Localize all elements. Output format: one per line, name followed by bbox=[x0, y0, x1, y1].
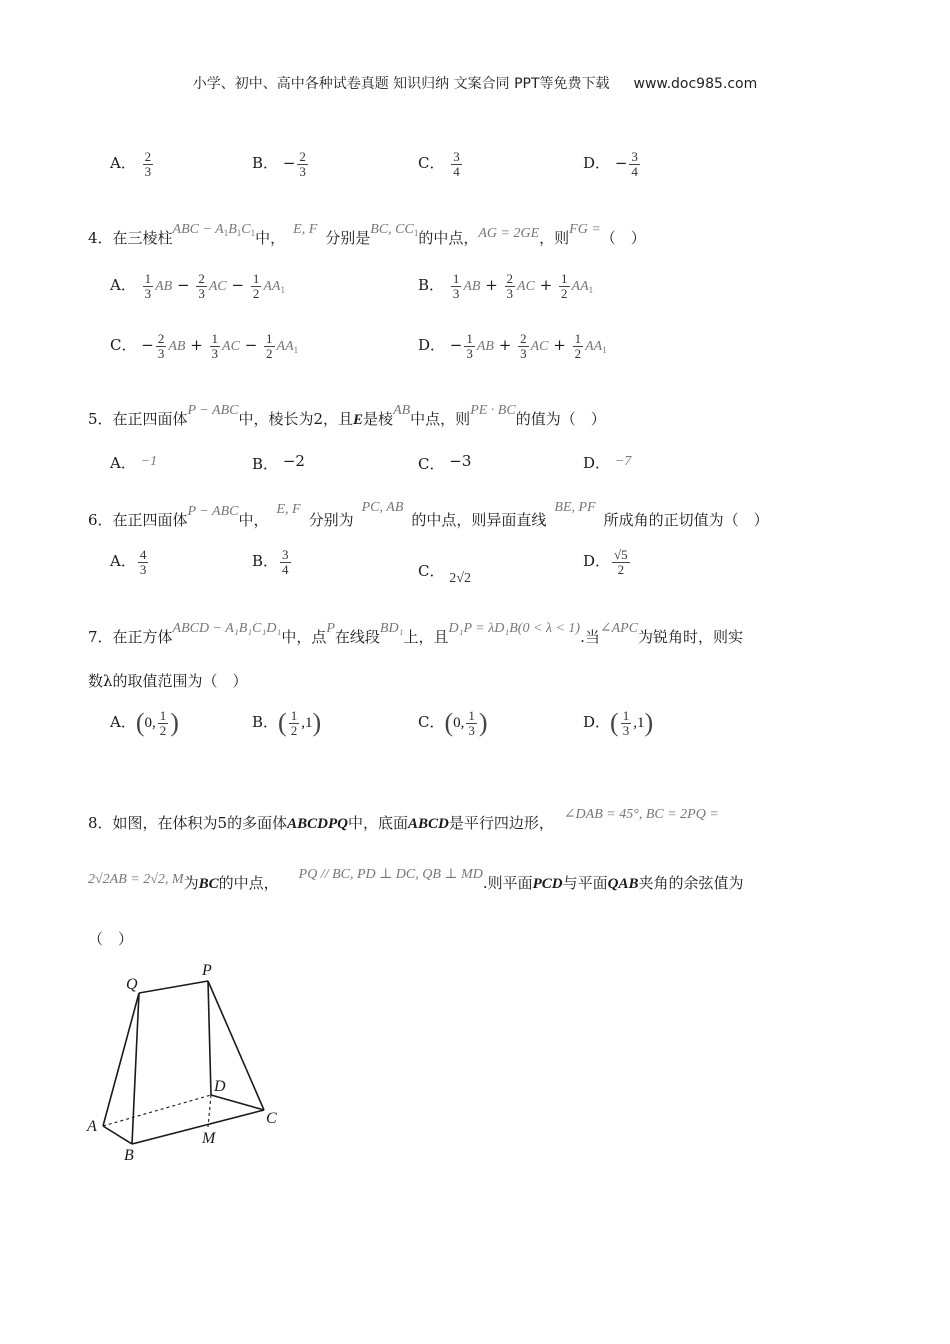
option-label: A． bbox=[110, 713, 136, 731]
math: P bbox=[326, 621, 335, 636]
header-text: 小学、初中、高中各种试卷真题 知识归纳 文案合同 PPT等免费下载 bbox=[192, 76, 610, 92]
numerator: 2 bbox=[299, 149, 306, 164]
q7-option-a[interactable]: A．(0, $\frac{1}{2}$ ) bbox=[110, 707, 179, 738]
math: FG = bbox=[569, 222, 601, 237]
numerator: √5 bbox=[614, 547, 628, 562]
option-label: C． bbox=[418, 154, 445, 173]
math: ABC − $A_1B_1C_1$ bbox=[172, 222, 256, 238]
label-q: Q bbox=[126, 976, 138, 993]
denominator: 3 bbox=[139, 561, 147, 577]
text: 中， bbox=[238, 511, 269, 529]
option-value: −2 bbox=[282, 452, 305, 470]
math: BC, $CC_1$ bbox=[370, 222, 419, 238]
text: 6．在正四面体 bbox=[88, 511, 188, 529]
question-8-line2 bbox=[88, 866, 744, 893]
text: 的中点， bbox=[218, 874, 279, 892]
q3-option-b[interactable] bbox=[252, 150, 310, 178]
label-a: A bbox=[87, 1118, 97, 1135]
option-label: B． bbox=[252, 455, 279, 473]
q7-option-d[interactable]: D．( $\frac{1}{3}$ ,1) bbox=[583, 707, 654, 738]
numerator: 2 bbox=[144, 149, 152, 164]
denominator: 2 bbox=[617, 561, 625, 577]
numerator: 3 bbox=[631, 149, 638, 164]
question-5 bbox=[88, 403, 606, 429]
option-label: C． bbox=[418, 455, 445, 473]
edge-dc bbox=[211, 1095, 264, 1110]
math: ABCD bbox=[407, 816, 449, 832]
text: 所成角的正切值为（ ） bbox=[603, 511, 769, 529]
text: 是平行四边形， bbox=[448, 814, 554, 832]
q6-option-b[interactable] bbox=[252, 548, 293, 576]
option-label: D． bbox=[583, 713, 611, 731]
option-label: B． bbox=[252, 154, 279, 173]
math: BD₁ bbox=[379, 621, 404, 636]
edge-bc bbox=[132, 1110, 264, 1144]
q5-option-c[interactable] bbox=[418, 452, 471, 474]
math: ABCD − A₁B₁C₁D₁ bbox=[172, 621, 282, 636]
text: （ ） bbox=[600, 229, 646, 247]
fraction bbox=[297, 150, 308, 178]
option-label: D． bbox=[418, 336, 446, 355]
option-label: A． bbox=[110, 552, 136, 571]
math: P − ABC bbox=[187, 403, 239, 418]
fraction bbox=[629, 150, 640, 178]
text: ，则 bbox=[539, 229, 570, 247]
option-label: C． bbox=[418, 562, 445, 580]
text: 中， bbox=[255, 229, 286, 247]
header-site[interactable]: www.doc985.com bbox=[633, 76, 758, 92]
denominator: 4 bbox=[282, 561, 289, 577]
q7-option-b[interactable]: B．( $\frac{1}{2}$ ,1) bbox=[252, 707, 322, 738]
option-label: A． bbox=[110, 154, 136, 173]
q4-option-c[interactable]: C． − $\frac{2}{3}$ AB + $\frac{1}{3}$ AC − $\frac{1}{2}$ $AA_1$ bbox=[110, 331, 299, 361]
numerator: 3 bbox=[453, 149, 460, 164]
math: 2√2AB = 2√2, M bbox=[88, 872, 184, 887]
denominator: 4 bbox=[631, 163, 638, 179]
q6-option-d[interactable] bbox=[583, 548, 632, 576]
sign: − bbox=[282, 154, 296, 173]
text: 4．在三棱柱 bbox=[88, 229, 173, 247]
option-value: −3 bbox=[449, 452, 472, 470]
option-label: B． bbox=[418, 276, 445, 295]
fraction bbox=[451, 150, 462, 178]
math: BE, PF bbox=[554, 500, 596, 515]
text: 8．如图，在体积为5的多面体 bbox=[88, 814, 288, 832]
text: 的中点，则异面直线 bbox=[411, 511, 547, 529]
text: .则平面 bbox=[482, 874, 533, 892]
question-8 bbox=[88, 806, 719, 833]
text: 的值为（ ） bbox=[515, 410, 606, 428]
q5-option-b[interactable] bbox=[252, 452, 305, 474]
text: 中点，则 bbox=[410, 410, 471, 428]
q5-option-a[interactable] bbox=[110, 452, 157, 473]
math: ∠APC bbox=[599, 621, 639, 636]
option-value: −1 bbox=[140, 454, 158, 469]
math: E bbox=[353, 412, 364, 428]
text: 在线段 bbox=[334, 628, 380, 646]
text: .当 bbox=[580, 628, 600, 646]
edge-pd bbox=[208, 981, 211, 1095]
text: 与平面 bbox=[562, 874, 608, 892]
option-label: B． bbox=[252, 713, 279, 731]
question-7-line2: 数λ的取值范围为（ ） bbox=[88, 672, 248, 690]
q3-option-d[interactable] bbox=[583, 150, 642, 178]
polyhedron-figure bbox=[80, 955, 300, 1165]
denominator: 3 bbox=[299, 163, 306, 179]
text: 中，底面 bbox=[347, 814, 408, 832]
option-label: C． bbox=[110, 336, 137, 355]
option-label: A． bbox=[110, 276, 136, 295]
edge-ad bbox=[103, 1095, 211, 1126]
math: PC, AB bbox=[361, 500, 404, 515]
text: 是棱 bbox=[363, 410, 394, 428]
q6-option-a[interactable] bbox=[110, 548, 150, 576]
question-7 bbox=[88, 620, 743, 647]
q4-option-a[interactable]: A． $\frac{1}{3}$ AB − $\frac{2}{3}$ AC − $\frac{1}{2}$ $AA_1$ bbox=[110, 271, 285, 301]
q7-option-c[interactable]: C．(0, $\frac{1}{3}$ ) bbox=[418, 707, 488, 738]
text: 分别是 bbox=[325, 229, 371, 247]
page-header bbox=[0, 73, 950, 93]
math: E, F bbox=[276, 502, 301, 517]
math: D₁P = λD₁B(0 < λ < 1) bbox=[448, 621, 581, 636]
math: PCD bbox=[532, 876, 563, 892]
text: 为 bbox=[183, 874, 199, 892]
label-p: P bbox=[202, 962, 212, 979]
option-value: −7 bbox=[614, 454, 632, 469]
text: 为锐角时，则实 bbox=[638, 628, 744, 646]
text: 夹角的余弦值为 bbox=[638, 874, 744, 892]
q4-option-d[interactable]: D． − $\frac{1}{3}$ AB + $\frac{2}{3}$ AC + $\frac{1}{2}$ $AA_1$ bbox=[418, 331, 607, 361]
option-value: 2√2 bbox=[449, 571, 471, 586]
q3-option-a[interactable] bbox=[110, 150, 155, 178]
denominator: 3 bbox=[144, 163, 152, 179]
label-m: M bbox=[202, 1130, 216, 1147]
edge-ab bbox=[103, 1126, 132, 1144]
q4-option-b[interactable]: B． $\frac{1}{3}$ AB + $\frac{2}{3}$ AC + $\frac{1}{2}$ $AA_1$ bbox=[418, 271, 594, 301]
math: QAB bbox=[607, 876, 639, 892]
math: PE · BC bbox=[470, 403, 516, 418]
math: AB bbox=[393, 403, 411, 418]
q6-option-c[interactable] bbox=[418, 560, 471, 587]
text: 7．在正方体 bbox=[88, 628, 173, 646]
label-c: C bbox=[266, 1110, 277, 1127]
fraction bbox=[143, 150, 154, 178]
math: P − ABC bbox=[187, 504, 239, 519]
denominator: 4 bbox=[453, 163, 460, 179]
text: 上，且 bbox=[403, 628, 449, 646]
text: 中，棱长为2，且 bbox=[238, 410, 354, 428]
math: ABCDPQ bbox=[287, 816, 348, 832]
label-b: B bbox=[124, 1147, 134, 1164]
fraction bbox=[612, 548, 630, 576]
option-label: D． bbox=[583, 154, 611, 173]
question-6 bbox=[88, 500, 769, 530]
numerator: 4 bbox=[139, 547, 147, 562]
hidden-edges bbox=[103, 1095, 211, 1127]
fraction bbox=[280, 548, 291, 576]
math: AG = 2GE bbox=[478, 226, 540, 241]
option-label: D． bbox=[583, 552, 611, 571]
math: BC bbox=[198, 876, 219, 892]
edge-dm bbox=[208, 1095, 211, 1127]
sign: − bbox=[614, 154, 628, 173]
q3-option-c[interactable] bbox=[418, 150, 464, 178]
math: ∠DAB = 45°, BC = 2PQ = bbox=[563, 807, 719, 822]
edge-qp bbox=[139, 981, 208, 993]
option-label: A． bbox=[110, 454, 136, 472]
option-label: B． bbox=[252, 552, 279, 571]
question-4 bbox=[88, 222, 646, 248]
numerator: 3 bbox=[282, 547, 289, 562]
option-label: C． bbox=[418, 713, 445, 731]
math: E, F bbox=[293, 222, 318, 237]
q5-option-d[interactable] bbox=[583, 452, 631, 473]
text: 中，点 bbox=[281, 628, 327, 646]
fraction bbox=[138, 548, 149, 576]
option-label: D． bbox=[583, 454, 611, 472]
label-d: D bbox=[214, 1078, 226, 1095]
math: PQ // BC, PD ⊥ DC, QB ⊥ MD bbox=[298, 867, 483, 882]
text: 的中点， bbox=[418, 229, 479, 247]
text: 5．在正四面体 bbox=[88, 410, 188, 428]
text: 分别为 bbox=[308, 511, 354, 529]
question-8-paren: （ ） bbox=[88, 930, 134, 948]
